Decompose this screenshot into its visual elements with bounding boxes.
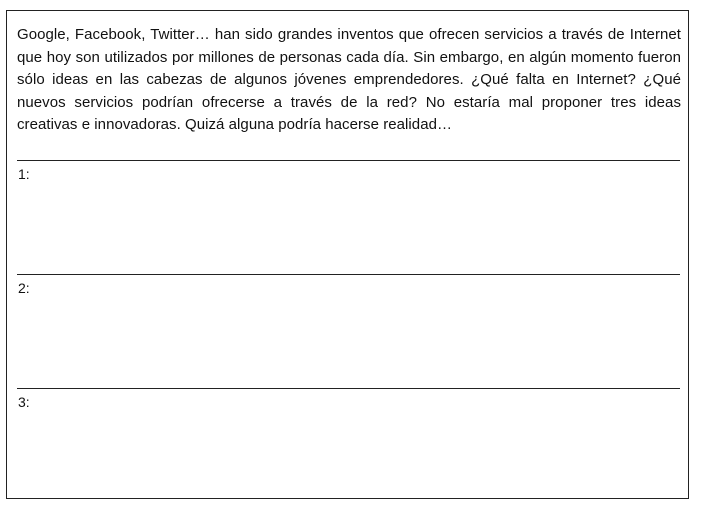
answer-1-label: 1: xyxy=(18,166,30,182)
answer-3-label: 3: xyxy=(18,394,30,410)
answer-3-divider xyxy=(17,388,680,389)
instructions-paragraph: Google, Facebook, Twitter… han sido grandes inventos que ofrecen servicios a través de Internet que hoy son utilizados por millones de personas cada día. Sin embargo, en algún momento fueron sólo ideas en las cabezas de algunos jóvenes emprendedores. ¿Qué falta en Internet? ¿Qué nuevos servicios podrían ofrecerse a través de la red? No estaría mal proponer tres ideas creativas e innovadoras. Quizá alguna podría hacerse realidad… xyxy=(17,26,681,133)
answer-2-label: 2: xyxy=(18,280,30,296)
answer-1-divider xyxy=(17,160,680,161)
answer-2-divider xyxy=(17,274,680,275)
